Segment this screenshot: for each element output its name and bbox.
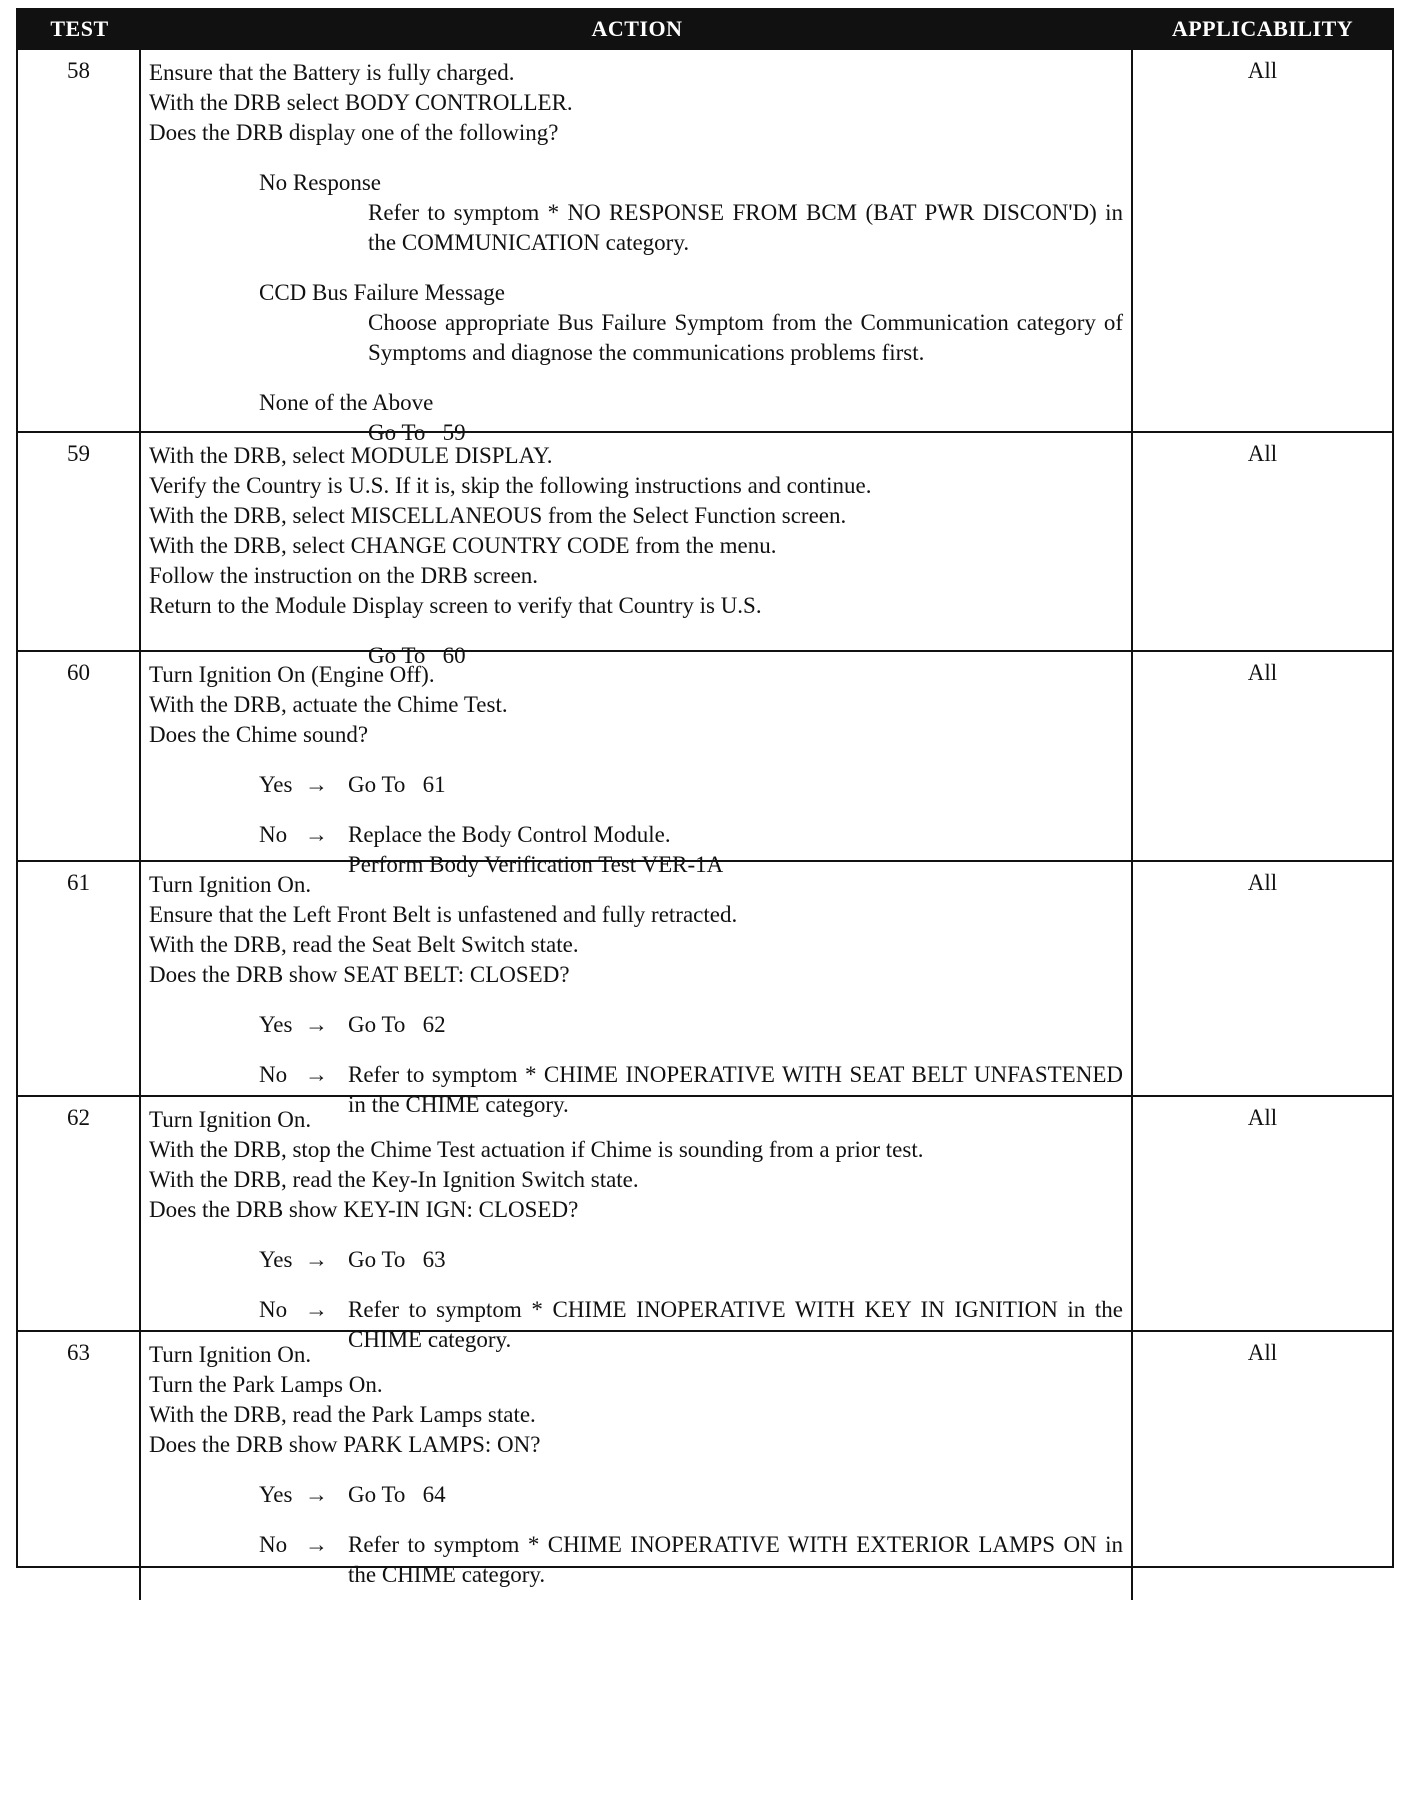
table-header	[18, 10, 1392, 48]
action-line: Turn Ignition On (Engine Off).	[149, 662, 435, 687]
applicability-value: All	[1247, 1340, 1278, 1365]
yes-target: Go To 63	[348, 1247, 446, 1272]
yes-target: Go To 64	[348, 1482, 446, 1507]
test-number: 58	[18, 50, 141, 458]
arrow-right-icon: →	[305, 1532, 328, 1557]
applicability-value: All	[1247, 1105, 1278, 1130]
yes-target: Go To 61	[348, 772, 446, 797]
no-target: Refer to symptom * CHIME INOPERATIVE WITH SEAT BELT UNFASTENED in the CHIME category.	[348, 1062, 1123, 1117]
case-label: CCD Bus Failure Message	[259, 280, 505, 305]
action-line: Ensure that the Battery is fully charged.	[149, 60, 515, 85]
test-number: 60	[18, 652, 141, 890]
no-target: Replace the Body Control Module.	[348, 822, 671, 847]
applicability-value: All	[1247, 441, 1278, 466]
action-line: With the DRB, read the Key-In Ignition Switch state.	[149, 1167, 639, 1192]
test-number: 63	[18, 1332, 141, 1600]
table-row	[18, 860, 1392, 1117]
header-test: TEST	[50, 16, 109, 41]
action-line: Ensure that the Left Front Belt is unfastened and fully retracted.	[149, 902, 738, 927]
action-line: Return to the Module Display screen to verify that Country is U.S.	[149, 593, 762, 618]
no-target: Refer to symptom * CHIME INOPERATIVE WITH EXTERIOR LAMPS ON in the CHIME category.	[348, 1532, 1123, 1587]
yes-target: Go To 62	[348, 1012, 446, 1037]
action-line: With the DRB, stop the Chime Test actuation if Chime is sounding from a prior test.	[149, 1137, 924, 1162]
action-line: With the DRB, actuate the Chime Test.	[149, 692, 508, 717]
action-line: Turn Ignition On.	[149, 1107, 312, 1132]
table-row	[18, 431, 1392, 668]
action-line: Turn the Park Lamps On.	[149, 1372, 383, 1397]
action-line: Does the DRB display one of the following?	[149, 120, 559, 145]
yes-label: Yes	[259, 1247, 293, 1272]
no-label: No	[259, 1532, 288, 1557]
yes-branch	[259, 770, 1123, 800]
yes-branch	[259, 1245, 1123, 1275]
applicability-value: All	[1247, 58, 1278, 83]
applicability-value: All	[1247, 870, 1278, 895]
action-cell	[141, 862, 1133, 1130]
action-line: With the DRB, read the Park Lamps state.	[149, 1402, 536, 1427]
action-cell	[141, 1097, 1133, 1365]
arrow-right-icon: →	[305, 772, 328, 797]
table-row	[18, 1095, 1392, 1352]
action-line: With the DRB, select MODULE DISPLAY.	[149, 443, 553, 468]
test-number: 61	[18, 862, 141, 1130]
action-line: Turn Ignition On.	[149, 872, 312, 897]
yes-branch	[259, 1010, 1123, 1040]
case-label: No Response	[259, 170, 382, 195]
no-label: No	[259, 1297, 288, 1322]
applicability-value: All	[1247, 660, 1278, 685]
arrow-right-icon: →	[305, 1012, 328, 1037]
arrow-right-icon: →	[305, 1062, 328, 1087]
no-target-continued: Perform Body Verification Test VER-1A	[348, 852, 724, 877]
no-label: No	[259, 1062, 288, 1087]
action-line: Does the DRB show KEY-IN IGN: CLOSED?	[149, 1197, 579, 1222]
case-text: Choose appropriate Bus Failure Symptom from the Communication category of Symptoms and diagnose the communications problems first.	[368, 310, 1123, 365]
arrow-right-icon: →	[305, 1297, 328, 1322]
yes-branch	[259, 1480, 1123, 1510]
action-cell	[141, 652, 1133, 890]
no-branch	[259, 1530, 1123, 1590]
action-cell	[141, 50, 1133, 458]
action-line: Does the DRB show PARK LAMPS: ON?	[149, 1432, 541, 1457]
no-label: No	[259, 822, 288, 847]
case-label: None of the Above	[259, 390, 434, 415]
table-row	[18, 48, 1392, 445]
yes-label: Yes	[259, 1012, 293, 1037]
header-action: ACTION	[591, 16, 683, 41]
test-number: 59	[18, 433, 141, 681]
action-line: Turn Ignition On.	[149, 1342, 312, 1367]
table-row	[18, 1330, 1392, 1587]
header-applicability: APPLICABILITY	[1171, 16, 1354, 41]
action-line: Does the DRB show SEAT BELT: CLOSED?	[149, 962, 570, 987]
yes-label: Yes	[259, 1482, 293, 1507]
diagnostic-table	[16, 8, 1394, 1587]
yes-label: Yes	[259, 772, 293, 797]
action-line: Follow the instruction on the DRB screen.	[149, 563, 539, 588]
action-cell	[141, 1332, 1133, 1600]
case-text: Refer to symptom * NO RESPONSE FROM BCM (BAT PWR DISCON'D) in the COMMUNICATION category.	[368, 200, 1123, 255]
action-line: With the DRB select BODY CONTROLLER.	[149, 90, 573, 115]
goto-text: Go To 60	[368, 643, 466, 668]
table-row	[18, 650, 1392, 877]
test-number: 62	[18, 1097, 141, 1365]
arrow-right-icon: →	[305, 822, 328, 847]
action-line: With the DRB, select CHANGE COUNTRY CODE from the menu.	[149, 533, 777, 558]
action-line: With the DRB, read the Seat Belt Switch state.	[149, 932, 579, 957]
action-line: With the DRB, select MISCELLANEOUS from the Select Function screen.	[149, 503, 847, 528]
action-line: Does the Chime sound?	[149, 722, 369, 747]
case-text: Go To 59	[368, 420, 466, 445]
action-cell	[141, 433, 1133, 681]
no-target: Refer to symptom * CHIME INOPERATIVE WITH KEY IN IGNITION in the CHIME category.	[348, 1297, 1123, 1352]
arrow-right-icon: →	[305, 1247, 328, 1272]
action-line: Verify the Country is U.S. If it is, skip the following instructions and continue.	[149, 473, 872, 498]
arrow-right-icon: →	[305, 1482, 328, 1507]
